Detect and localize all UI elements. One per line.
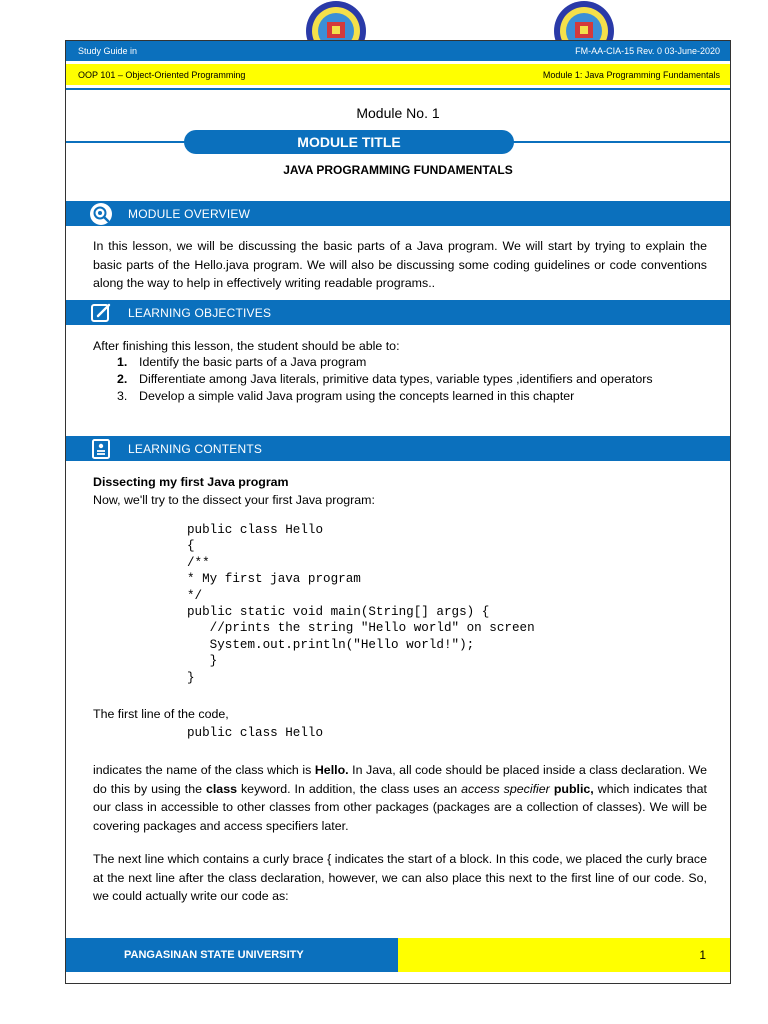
module-reference: Module 1: Java Programming Fundamentals	[542, 69, 720, 80]
code-line: public class Hello	[187, 726, 324, 740]
code-block: public class Hello { /** * My first java program */ public static void main(String[] args) { //prints the string "Hello world" on screen System.out.println("Hello world!"); } }	[187, 523, 535, 685]
document-page	[65, 40, 731, 984]
university-seal-right	[553, 0, 615, 44]
footer-university: PANGASINAN STATE UNIVERSITY	[66, 938, 398, 972]
section-bar-contents	[66, 436, 730, 461]
university-seal-icon	[305, 0, 367, 44]
section-bar-overview	[66, 201, 730, 226]
section-title-overview: MODULE OVERVIEW	[128, 206, 251, 221]
header-study-guide: Study Guide in	[78, 46, 138, 56]
course-name: OOP 101 – Object-Oriented Programming	[78, 69, 246, 80]
university-seal-left	[305, 0, 367, 44]
paragraph-curly-brace: The next line which contains a curly brace { indicates the start of a block. In this code, we placed the curly brace at the next line after the class declaration, however, we can also place this next to the first line of our code. So, we could actually write our code as:	[93, 852, 707, 903]
paragraph-class-explanation: indicates the name of the class which is Hello. In Java, all code should be placed inside a class declaration. We do this by using the class keyword. In addition, the class uses an access specifier public, which indicates that our class in accessible to other classes from other packages (packages are a collection of classes). We will be covering packages and access specifiers later.	[93, 763, 708, 833]
module-title: JAVA PROGRAMMING FUNDAMENTALS	[283, 163, 513, 177]
header-divider	[66, 88, 730, 90]
list-item: 1. Identify the basic parts of a Java program	[117, 355, 367, 369]
page-number: 1	[398, 938, 730, 972]
module-number: Module No. 1	[356, 105, 440, 121]
course-bar	[66, 64, 730, 85]
contents-heading: Dissecting my first Java program	[93, 475, 289, 489]
objectives-intro: After finishing this lesson, the student should be able to:	[93, 339, 400, 353]
module-title-label: MODULE TITLE	[184, 130, 514, 154]
footer	[66, 938, 730, 972]
list-item: 2. Differentiate among Java literals, primitive data types, variable types ,identifiers and operators	[117, 372, 653, 386]
objectives-list	[93, 354, 707, 405]
first-line-label: The first line of the code,	[93, 707, 229, 721]
overview-text: In this lesson, we will be discussing the basic parts of a Java program. We will start by trying to explain the basic parts of the Hello.java program. We will also be discussing some coding guidelines or code conventions along the way to help in effectively writing readable programs..	[93, 239, 707, 290]
edit-icon	[86, 300, 116, 325]
contents-intro: Now, we'll try to the dissect your first Java program:	[93, 493, 375, 507]
document-icon	[86, 436, 116, 461]
list-item: 3. Develop a simple valid Java program using the concepts learned in this chapter	[117, 389, 575, 403]
university-seal-icon	[553, 0, 615, 44]
section-title-contents: LEARNING CONTENTS	[128, 441, 263, 456]
magnifier-icon	[86, 201, 116, 226]
section-title-objectives: LEARNING OBJECTIVES	[128, 305, 272, 320]
header-bar	[66, 41, 730, 61]
section-bar-objectives	[66, 300, 730, 325]
header-form-code: FM-AA-CIA-15 Rev. 0 03-June-2020	[575, 46, 720, 56]
